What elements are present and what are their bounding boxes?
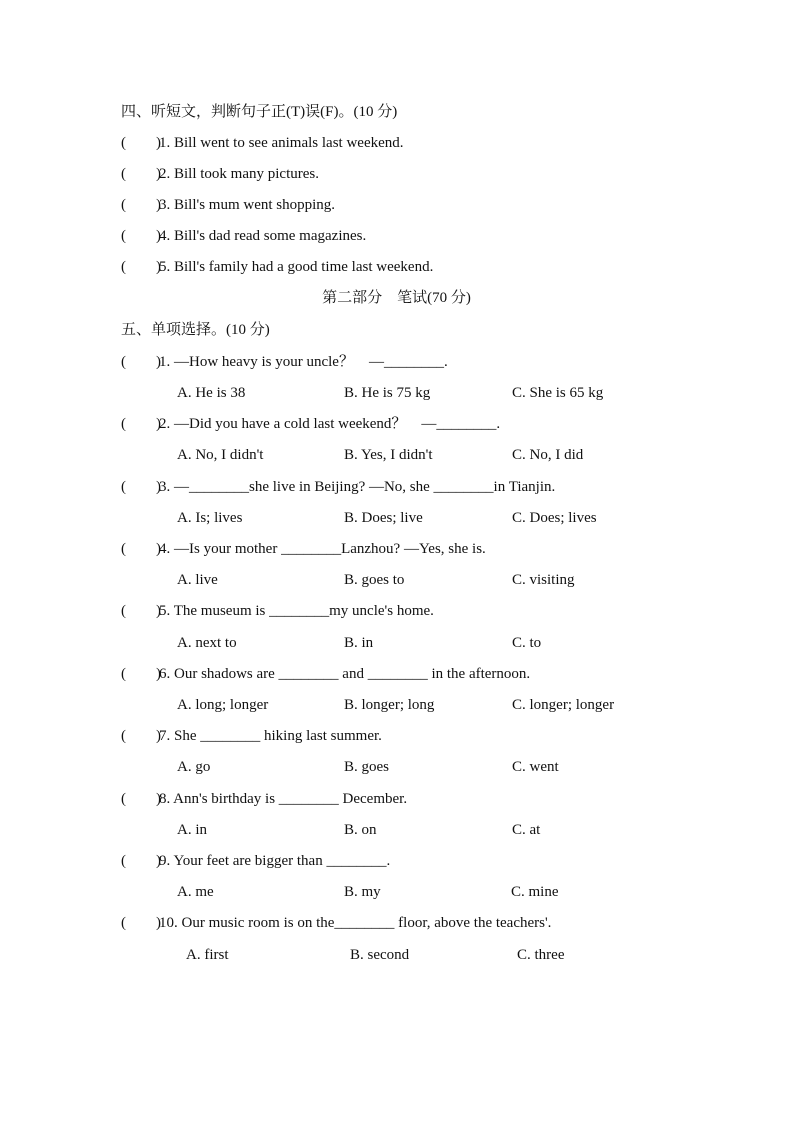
option-c: C. She is 65 kg — [512, 385, 604, 401]
answer-blank[interactable]: ( ) — [121, 479, 161, 495]
tf-statement: 2. Bill took many pictures. — [159, 166, 319, 182]
option-a: A. No, I didn't — [177, 447, 264, 463]
answer-blank[interactable]: ( ) — [121, 915, 161, 931]
tf-statement: 5. Bill's family had a good time last weekend. — [159, 259, 434, 275]
question-text: 8. Ann's birthday is ________ December. — [159, 791, 408, 807]
tf-statement: 3. Bill's mum went shopping. — [159, 197, 336, 213]
option-b: B. longer; long — [344, 697, 435, 713]
option-c: C. longer; longer — [512, 697, 615, 713]
option-b: B. Yes, I didn't — [344, 447, 433, 463]
answer-blank[interactable]: ( ) — [121, 197, 161, 213]
option-a: A. Is; lives — [177, 510, 243, 526]
section5-heading: 五、单项选择。(10 分) — [121, 322, 270, 338]
option-a: A. long; longer — [177, 697, 269, 713]
question-text: 7. She ________ hiking last summer. — [159, 728, 382, 744]
answer-blank[interactable]: ( ) — [121, 135, 161, 151]
tf-statement: 1. Bill went to see animals last weekend. — [159, 135, 404, 151]
option-b: B. goes to — [344, 572, 405, 588]
answer-blank[interactable]: ( ) — [121, 791, 161, 807]
answer-blank[interactable]: ( ) — [121, 259, 161, 275]
option-b: B. my — [344, 884, 381, 900]
answer-blank[interactable]: ( ) — [121, 728, 161, 744]
section4-heading: 四、听短文，判断句子正(T)误(F)。(10 分) — [121, 104, 398, 120]
answer-blank[interactable]: ( ) — [121, 603, 161, 619]
part2-title: 第二部分 笔试(70 分) — [322, 290, 471, 306]
question-text: 6. Our shadows are ________ and ________ in the afternoon. — [159, 666, 531, 682]
question-text: 9. Your feet are bigger than ________. — [159, 853, 391, 869]
option-c: C. to — [512, 635, 542, 651]
option-b: B. Does; live — [344, 510, 423, 526]
option-b: B. in — [344, 635, 374, 651]
option-a: A. me — [177, 884, 214, 900]
tf-statement: 4. Bill's dad read some magazines. — [159, 228, 367, 244]
option-c: C. Does; lives — [512, 510, 597, 526]
option-a: A. next to — [177, 635, 237, 651]
answer-blank[interactable]: ( ) — [121, 666, 161, 682]
option-c: C. went — [512, 759, 559, 775]
answer-blank[interactable]: ( ) — [121, 166, 161, 182]
option-a: A. He is 38 — [177, 385, 246, 401]
answer-blank[interactable]: ( ) — [121, 228, 161, 244]
question-text: 5. The museum is ________my uncle's home. — [159, 603, 434, 619]
option-c: C. visiting — [512, 572, 575, 588]
answer-blank[interactable]: ( ) — [121, 354, 161, 370]
question-text: 3. —________she live in Beijing? —No, she ________in Tianjin. — [159, 479, 556, 495]
question-text: 10. Our music room is on the________ floor, above the teachers'. — [159, 915, 552, 931]
option-c: C. No, I did — [512, 447, 584, 463]
answer-blank[interactable]: ( ) — [121, 853, 161, 869]
question-text: 1. —How heavy is your uncle？ —________. — [159, 354, 448, 370]
option-a: A. first — [186, 947, 229, 963]
answer-blank[interactable]: ( ) — [121, 416, 161, 432]
option-c: C. three — [517, 947, 565, 963]
option-a: A. live — [177, 572, 218, 588]
option-b: B. goes — [344, 759, 389, 775]
question-text: 4. —Is your mother ________Lanzhou? —Yes, she is. — [159, 541, 486, 557]
option-b: B. He is 75 kg — [344, 385, 431, 401]
option-c: C. mine — [511, 884, 559, 900]
answer-blank[interactable]: ( ) — [121, 541, 161, 557]
question-text: 2. —Did you have a cold last weekend？ —________. — [159, 416, 501, 432]
option-a: A. go — [177, 759, 211, 775]
option-a: A. in — [177, 822, 207, 838]
option-b: B. second — [350, 947, 410, 963]
option-c: C. at — [512, 822, 541, 838]
option-b: B. on — [344, 822, 377, 838]
